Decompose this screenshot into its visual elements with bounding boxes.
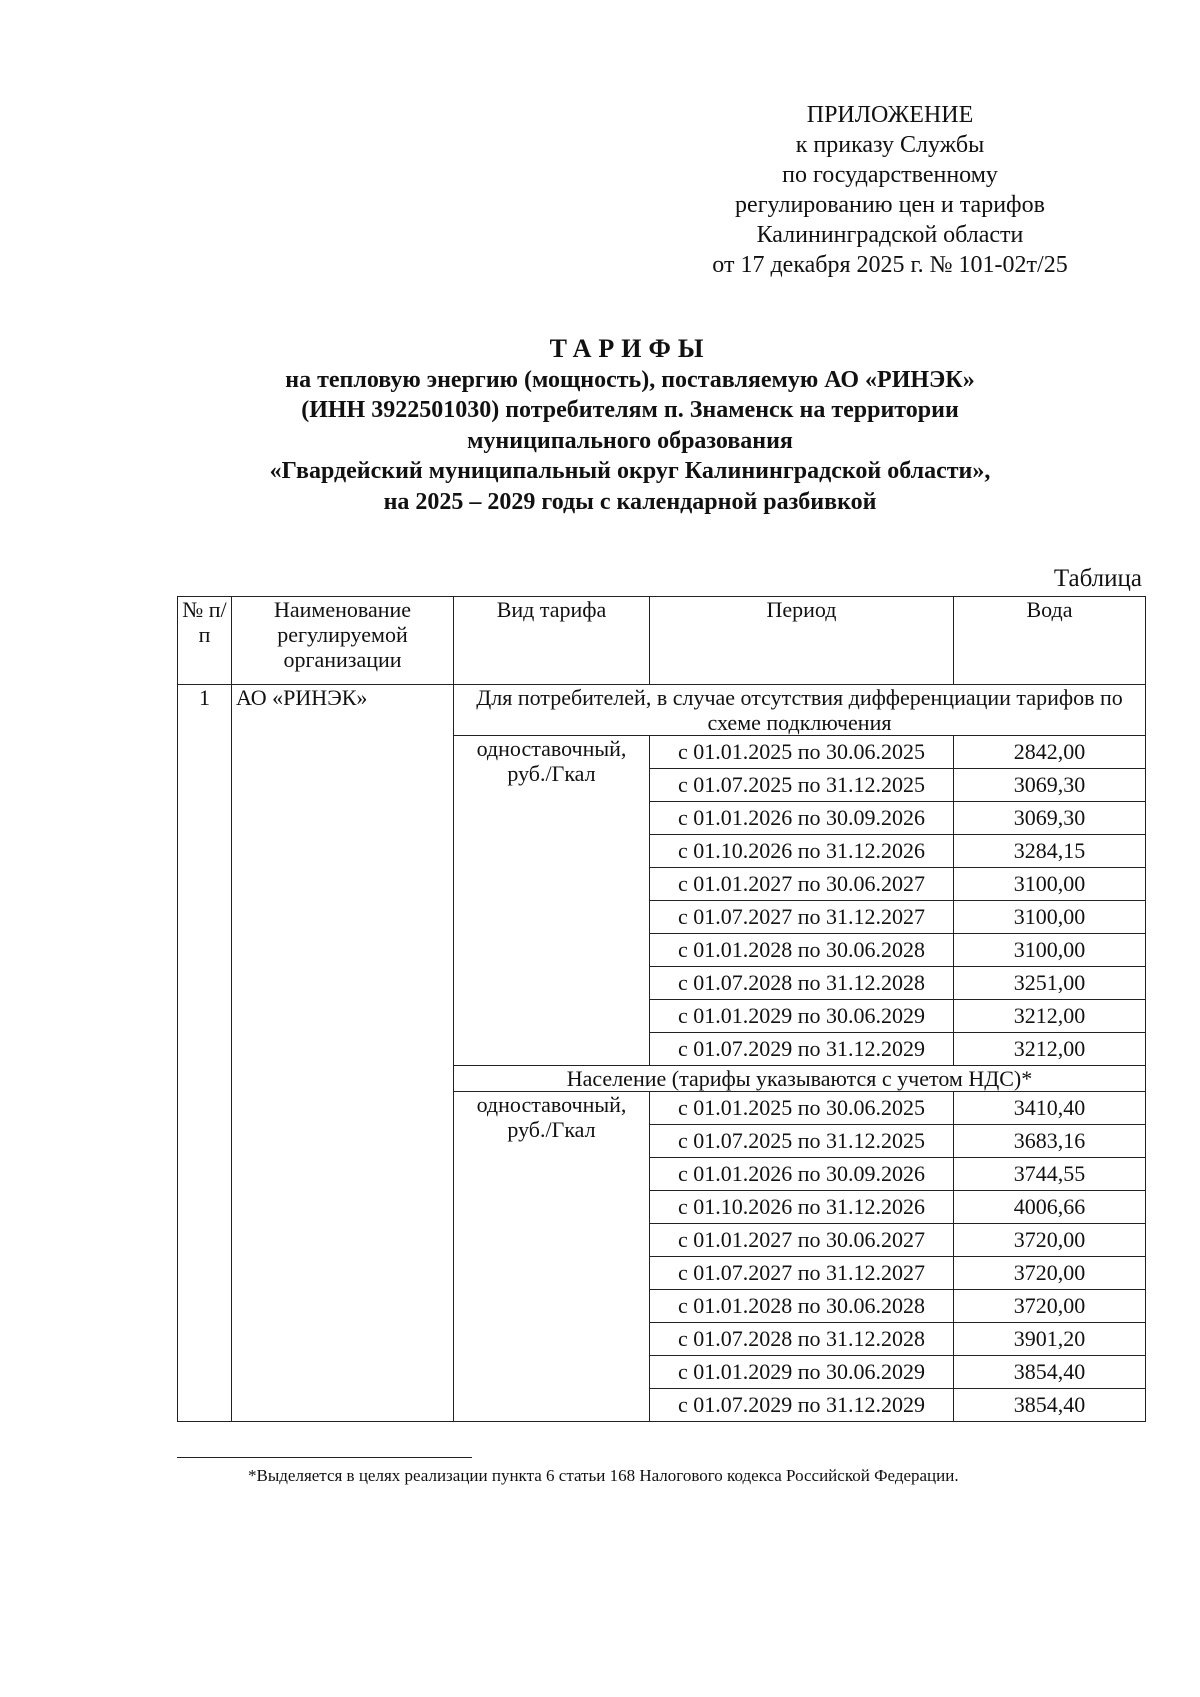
period-text: с 01.10.2026 по 31.12.2026 <box>677 838 926 863</box>
water-value-cell <box>954 1356 1146 1389</box>
period-text: с 01.01.2028 по 30.06.2028 <box>677 937 926 962</box>
water-value-cell <box>954 934 1146 967</box>
period-text: с 01.10.2026 по 31.12.2026 <box>677 1194 926 1219</box>
appendix-line: к приказу Службы <box>795 132 985 158</box>
period-text: с 01.01.2027 по 30.06.2027 <box>677 1227 926 1252</box>
period-text: с 01.07.2025 по 31.12.2025 <box>677 772 926 797</box>
table-header-row <box>178 597 1146 685</box>
footnote: *Выделяется в целях реализации пункта 6 статьи 168 Налогового кодекса Российской Федерации. <box>248 1466 959 1485</box>
period-text: с 01.07.2027 по 31.12.2027 <box>677 1260 926 1285</box>
period-text: с 01.01.2027 по 30.06.2027 <box>677 871 926 896</box>
period-text: с 01.07.2025 по 31.12.2025 <box>677 1128 926 1153</box>
period-cell <box>650 967 954 1000</box>
water-value-cell <box>954 1158 1146 1191</box>
water-value-cell <box>954 868 1146 901</box>
water-value-text: 3100,00 <box>1013 871 1086 896</box>
water-value-cell <box>954 1290 1146 1323</box>
period-cell <box>650 934 954 967</box>
appendix-line: Калининградской области <box>756 222 1024 248</box>
tariff-type-cell: одноставочный, руб./Гкал <box>454 736 650 1066</box>
period-text: с 01.01.2025 по 30.06.2025 <box>677 739 926 764</box>
period-text: с 01.07.2028 по 31.12.2028 <box>677 970 926 995</box>
period-cell <box>650 1158 954 1191</box>
water-value-text: 3683,16 <box>1013 1128 1086 1153</box>
group-title-cell: Для потребителей, в случае отсутствия дифференциации тарифов по схеме подключения <box>454 685 1146 736</box>
water-value-text: 3284,15 <box>1013 838 1086 863</box>
heading-line: (ИНН 3922501030) потребителям п. Знаменск на территории <box>301 397 959 423</box>
water-value-cell <box>954 1033 1146 1066</box>
period-cell <box>650 868 954 901</box>
period-cell <box>650 835 954 868</box>
water-value-cell <box>954 1323 1146 1356</box>
appendix-line: по государственному <box>782 162 998 188</box>
water-value-cell <box>954 1125 1146 1158</box>
water-value-text: 3212,00 <box>1013 1003 1086 1028</box>
period-cell <box>650 901 954 934</box>
water-value-text: 2842,00 <box>1013 739 1086 764</box>
organization-cell: АО «РИНЭК» <box>232 685 454 1422</box>
water-value-text: 4006,66 <box>1013 1194 1086 1219</box>
heading-line: муниципального образования <box>467 427 793 454</box>
water-value-text: 3212,00 <box>1013 1036 1086 1061</box>
heading-line: на тепловую энергию (мощность), поставляемую АО «РИНЭК» <box>285 366 975 393</box>
water-value-text: 3100,00 <box>1013 904 1086 929</box>
header-cell-number: № п/п <box>178 597 232 685</box>
water-value-text: 3251,00 <box>1013 970 1086 995</box>
period-cell <box>650 1224 954 1257</box>
water-value-text: 3720,00 <box>1013 1293 1086 1318</box>
water-value-text: 3854,40 <box>1013 1359 1086 1384</box>
water-value-text: 3854,40 <box>1013 1392 1086 1417</box>
period-cell <box>650 802 954 835</box>
water-value-text: 3744,55 <box>1013 1161 1086 1186</box>
water-value-cell <box>954 769 1146 802</box>
group-title-cell: Население (тарифы указываются с учетом НДС)* <box>454 1066 1146 1092</box>
period-cell <box>650 1033 954 1066</box>
period-text: с 01.01.2025 по 30.06.2025 <box>677 1095 926 1120</box>
water-value-cell <box>954 1257 1146 1290</box>
period-text: с 01.07.2029 по 31.12.2029 <box>677 1036 926 1061</box>
period-cell <box>650 1389 954 1422</box>
water-value-text: 3901,20 <box>1013 1326 1086 1351</box>
water-value-text: 3100,00 <box>1013 937 1086 962</box>
period-text: с 01.01.2029 по 30.06.2029 <box>677 1003 926 1028</box>
row-number-cell: 1 <box>178 685 232 1422</box>
appendix-line: регулированию цен и тарифов <box>735 192 1045 218</box>
period-cell <box>650 1257 954 1290</box>
header-cell-tariff-type: Вид тарифа <box>454 597 650 685</box>
period-cell <box>650 1125 954 1158</box>
appendix-line: ПРИЛОЖЕНИЕ <box>806 102 974 128</box>
period-cell <box>650 1191 954 1224</box>
period-cell <box>650 1092 954 1125</box>
period-text: с 01.07.2029 по 31.12.2029 <box>677 1392 926 1417</box>
tariffs-table <box>177 596 1146 1422</box>
period-text: с 01.01.2028 по 30.06.2028 <box>677 1293 926 1318</box>
period-text: с 01.01.2026 по 30.09.2026 <box>677 1161 926 1186</box>
appendix-block <box>680 100 1100 280</box>
document-heading <box>180 334 1080 517</box>
period-cell <box>650 1356 954 1389</box>
water-value-cell <box>954 1000 1146 1033</box>
water-value-cell <box>954 835 1146 868</box>
header-cell-period: Период <box>650 597 954 685</box>
period-text: с 01.01.2026 по 30.09.2026 <box>677 805 926 830</box>
table-caption: Таблица <box>1053 565 1142 592</box>
period-cell <box>650 736 954 769</box>
period-text: с 01.01.2029 по 30.06.2029 <box>677 1359 926 1384</box>
period-text: с 01.07.2027 по 31.12.2027 <box>677 904 926 929</box>
water-value-cell <box>954 967 1146 1000</box>
water-value-cell <box>954 802 1146 835</box>
water-value-cell <box>954 1191 1146 1224</box>
water-value-text: 3720,00 <box>1013 1260 1086 1285</box>
water-value-cell <box>954 1092 1146 1125</box>
water-value-text: 3069,30 <box>1013 805 1086 830</box>
period-text: с 01.07.2028 по 31.12.2028 <box>677 1326 926 1351</box>
header-cell-water: Вода <box>954 597 1146 685</box>
water-value-cell <box>954 1224 1146 1257</box>
water-value-text: 3410,40 <box>1013 1095 1086 1120</box>
period-cell <box>650 1323 954 1356</box>
group-title-row <box>178 685 1146 736</box>
appendix-line: от 17 декабря 2025 г. № 101-02т/25 <box>712 252 1068 278</box>
tariff-type-cell: одноставочный, руб./Гкал <box>454 1092 650 1422</box>
heading-line: на 2025 – 2029 годы с календарной разбивкой <box>383 488 877 515</box>
heading-line: «Гвардейский муниципальный округ Калининградской области», <box>269 458 991 484</box>
water-value-text: 3720,00 <box>1013 1227 1086 1252</box>
water-value-cell <box>954 736 1146 769</box>
period-cell <box>650 1000 954 1033</box>
document-title: ТАРИФЫ <box>549 334 711 363</box>
period-cell <box>650 1290 954 1323</box>
period-cell <box>650 769 954 802</box>
footnote-divider <box>177 1457 472 1458</box>
water-value-cell <box>954 901 1146 934</box>
header-cell-organization: Наименование регулируемой организации <box>232 597 454 685</box>
water-value-cell <box>954 1389 1146 1422</box>
water-value-text: 3069,30 <box>1013 772 1086 797</box>
